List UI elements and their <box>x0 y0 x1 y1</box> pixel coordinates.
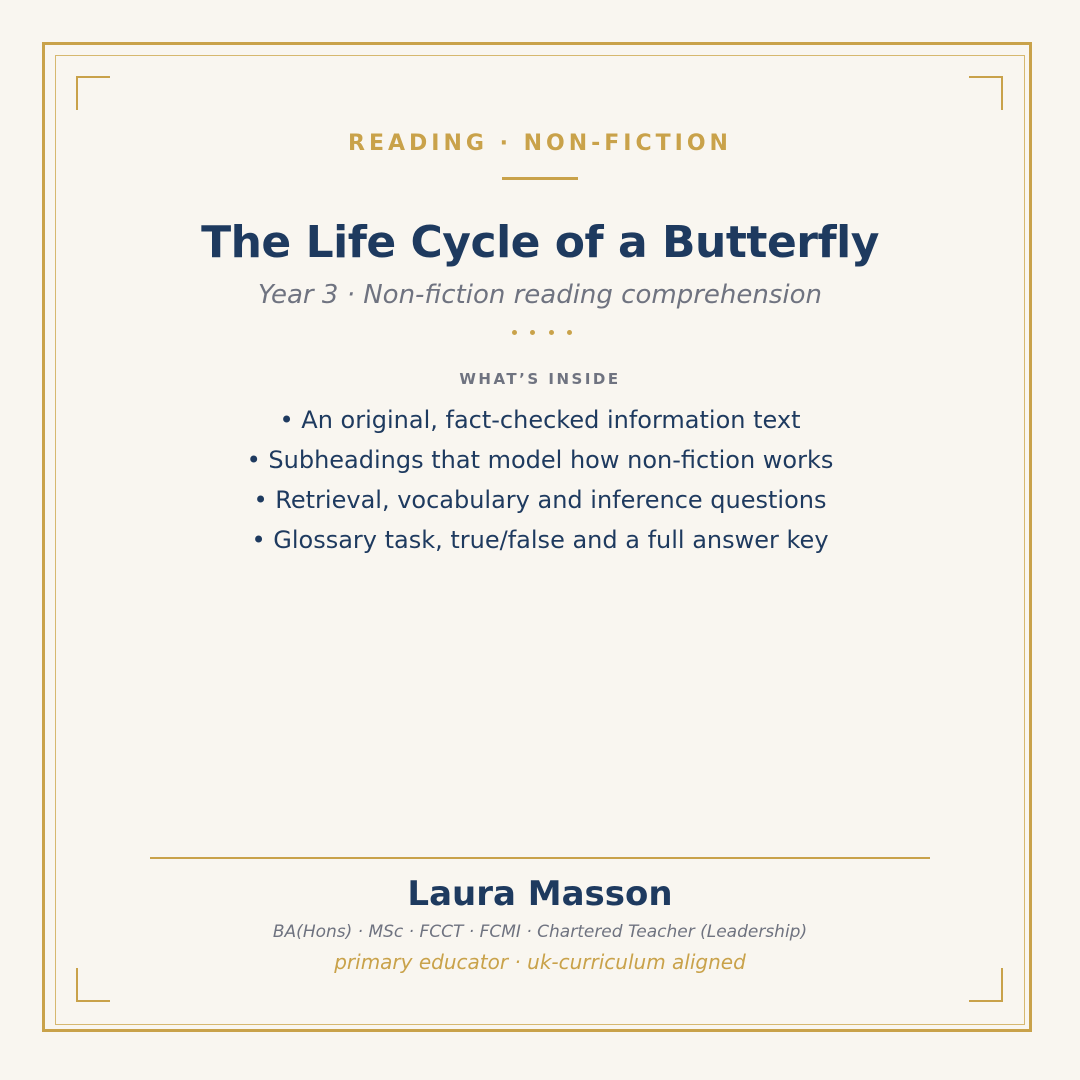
divider-dot <box>549 330 554 335</box>
category-label: READING · NON-FICTION <box>348 131 732 156</box>
list-item: • Retrieval, vocabulary and inference questions <box>253 486 827 514</box>
corner-ornament-top-right <box>969 76 1003 110</box>
footer-divider <box>150 857 930 859</box>
page-title: The Life Cycle of a Butterfly <box>201 217 879 268</box>
author-name: Laura Masson <box>407 874 673 914</box>
list-item: • Glossary task, true/false and a full answer key <box>251 526 829 554</box>
contents-list <box>0 400 1080 560</box>
corner-ornament-top-left <box>76 76 110 110</box>
author-credentials: BA(Hons) · MSc · FCCT · FCMI · Chartered Teacher (Leadership) <box>272 922 808 942</box>
divider-dot <box>512 330 517 335</box>
title-divider <box>502 177 578 180</box>
dot-divider <box>512 330 572 338</box>
page-subtitle: Year 3 · Non-fiction reading comprehension <box>257 280 823 310</box>
divider-dot <box>567 330 572 335</box>
list-item: • Subheadings that model how non-fiction works <box>246 446 834 474</box>
list-item: • An original, fact-checked information text <box>279 406 801 434</box>
author-tagline: primary educator · uk-curriculum aligned <box>334 950 746 974</box>
contents-heading: WHAT’S INSIDE <box>459 370 621 388</box>
divider-dot <box>530 330 535 335</box>
